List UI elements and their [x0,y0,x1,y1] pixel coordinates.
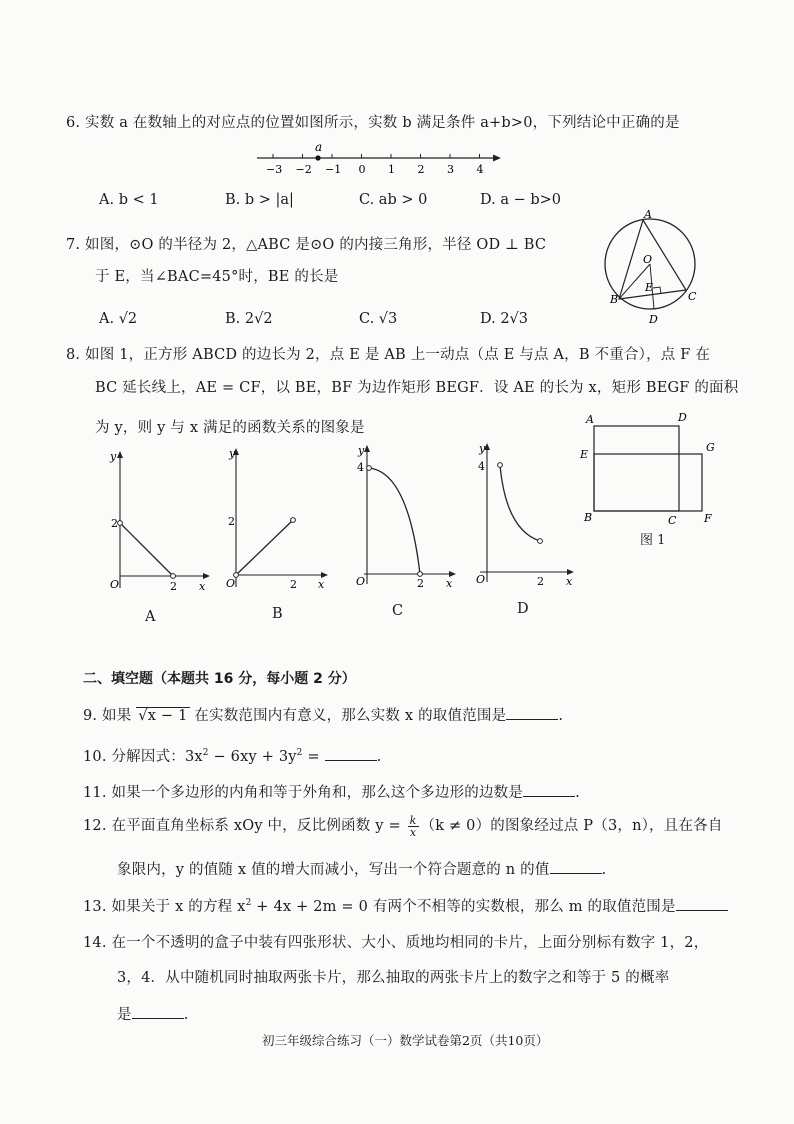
q7-label-b: B [610,293,619,306]
svg-text:4: 4 [478,460,485,473]
svg-text:2: 2 [228,515,235,528]
q14-answer-blank[interactable] [132,1006,184,1019]
q7-option-a[interactable]: A. √2 [99,311,138,327]
q7-option-c[interactable]: C. √3 [359,311,398,327]
q14-line1: 14. 在一个不透明的盒子中装有四张形状、大小、质地均相同的卡片，上面分别标有数字 1，2， [83,935,709,951]
q8-graph-a-label: A [145,609,156,625]
q8-figure-1 [576,408,716,538]
q8-graph-b-label: B [272,606,283,622]
page-footer: 初三年级综合练习（一）数学试卷第2页（共10页） [262,1033,549,1048]
q8-graph-c-label: C [392,603,404,619]
q7-label-a: A [644,208,652,221]
q8-line1: 8. 如图 1，正方形 ABCD 的边长为 2，点 E 是 AB 上一动点（点 E 与点 A，B 不重合），点 F 在 [66,347,711,363]
q13-text: 13. 如果关于 x 的方程 $x^2 + 4x + 2m = 0$ 有两个不相等的实数根，那么 m 的取值范围是 [83,895,728,916]
number-line-tick-label: 0 [358,163,366,176]
q6-option-c[interactable]: C. ab > 0 [359,192,428,208]
svg-text:O: O [476,573,486,586]
q6-point-a-label: a [315,140,323,154]
svg-text:x: x [566,575,573,588]
q7-circle-figure [600,205,710,330]
q12-answer-blank[interactable] [550,861,602,874]
svg-text:x: x [318,578,325,591]
q14-line3: 是 . [117,1007,189,1023]
q12-line2: 象限内，y 的值随 x 值的增大而减小，写出一个符合题意的 n 的值 . [117,862,607,878]
q6-option-b[interactable]: B. b > |a| [225,192,294,208]
q6-number-line [255,140,505,178]
svg-text:E: E [580,448,589,461]
q8-graph-c[interactable] [350,442,462,590]
q6-point-a [315,155,320,160]
q12-line1: 12. 在平面直角坐标系 xOy 中，反比例函数 y = $\frac{k}{x}$ （k ≠ 0）的图象经过点 P（3，n），且在各自 [83,813,723,839]
q8-figure-1-caption: 图 1 [640,533,666,548]
q14-line2: 3，4．从中随机同时抽取两张卡片，那么抽取的两张卡片上的数字之和等于 5 的概率 [117,970,670,986]
svg-text:G: G [706,441,715,454]
section2-title: 二、填空题（本题共 16 分，每小题 2 分） [83,671,356,687]
number-line-tick-label: 4 [476,163,484,176]
svg-text:C: C [668,514,677,527]
q6-stem: 6. 实数 a 在数轴上的对应点的位置如图所示，实数 b 满足条件 a+b>0，下列结论中正确的是 [66,115,680,131]
number-line-tick-label: −3 [266,163,283,176]
q8-graph-a[interactable] [100,448,212,596]
q7-label-c: C [688,290,697,303]
q6-option-a[interactable]: A. b < 1 [99,192,159,208]
q9-text: 9. 如果 √x − 1 在实数范围内有意义，那么实数 x 的取值范围是 . [83,708,564,724]
svg-text:O: O [226,577,236,590]
q8-line3: 为 y，则 y 与 x 满足的函数关系的图象是 [95,420,365,436]
q13-answer-blank[interactable] [676,898,728,911]
q7-option-d[interactable]: D. 2√3 [480,311,529,327]
svg-text:y: y [358,444,365,457]
svg-text:2: 2 [537,575,544,588]
q7-label-d: D [649,313,658,326]
q6-option-d[interactable]: D. a − b>0 [480,192,561,208]
svg-text:2: 2 [417,577,424,590]
svg-text:O: O [356,575,366,588]
svg-text:y: y [110,450,117,463]
number-line-tick-label: −2 [295,163,312,176]
number-line-tick-label: 1 [388,163,395,176]
svg-text:D: D [678,411,687,424]
svg-text:x: x [199,580,206,593]
q8-graph-d-label: D [517,601,529,617]
svg-text:O: O [110,578,120,591]
q9-radical: √x − 1 [138,708,188,724]
svg-text:2: 2 [170,580,177,593]
q11-text: 11. 如果一个多边形的内角和等于外角和，那么这个多边形的边数是 . [83,785,580,801]
q7-label-o: O [643,253,653,266]
svg-text:B: B [584,511,593,524]
number-line-tick-label: −1 [325,163,342,176]
q7-label-e: E [645,281,654,294]
number-line-tick-label: 3 [447,163,454,176]
q10-text: 10. 分解因式：$3x^2 - 6xy + 3y^2$ = . [83,748,382,765]
svg-text:x: x [446,577,453,590]
svg-text:2: 2 [290,578,297,591]
svg-text:4: 4 [357,461,364,474]
svg-text:y: y [229,447,236,460]
q8-graph-b[interactable] [220,445,332,593]
q8-line2: BC 延长线上，AE = CF，以 BE，BF 为边作矩形 BEGF．设 AE 的长为 x，矩形 BEGF 的面积 [95,380,739,396]
svg-text:F: F [704,512,712,525]
q12-fraction: $\frac{k}{x}$ [409,813,417,839]
q7-option-b[interactable]: B. 2√2 [225,311,273,327]
q8-graph-d[interactable] [470,440,582,588]
svg-text:2: 2 [111,517,118,530]
q10-answer-blank[interactable] [325,748,377,761]
svg-text:y: y [479,442,486,455]
q9-answer-blank[interactable] [506,707,558,720]
number-line-tick-label: 2 [417,163,425,176]
svg-text:A: A [586,413,594,426]
q11-answer-blank[interactable] [523,784,575,797]
q7-line2: 于 E，当∠BAC=45°时，BE 的长是 [95,269,339,285]
q7-line1: 7. 如图，⊙O 的半径为 2，△ABC 是⊙O 的内接三角形，半径 OD ⊥ BC [66,237,547,253]
